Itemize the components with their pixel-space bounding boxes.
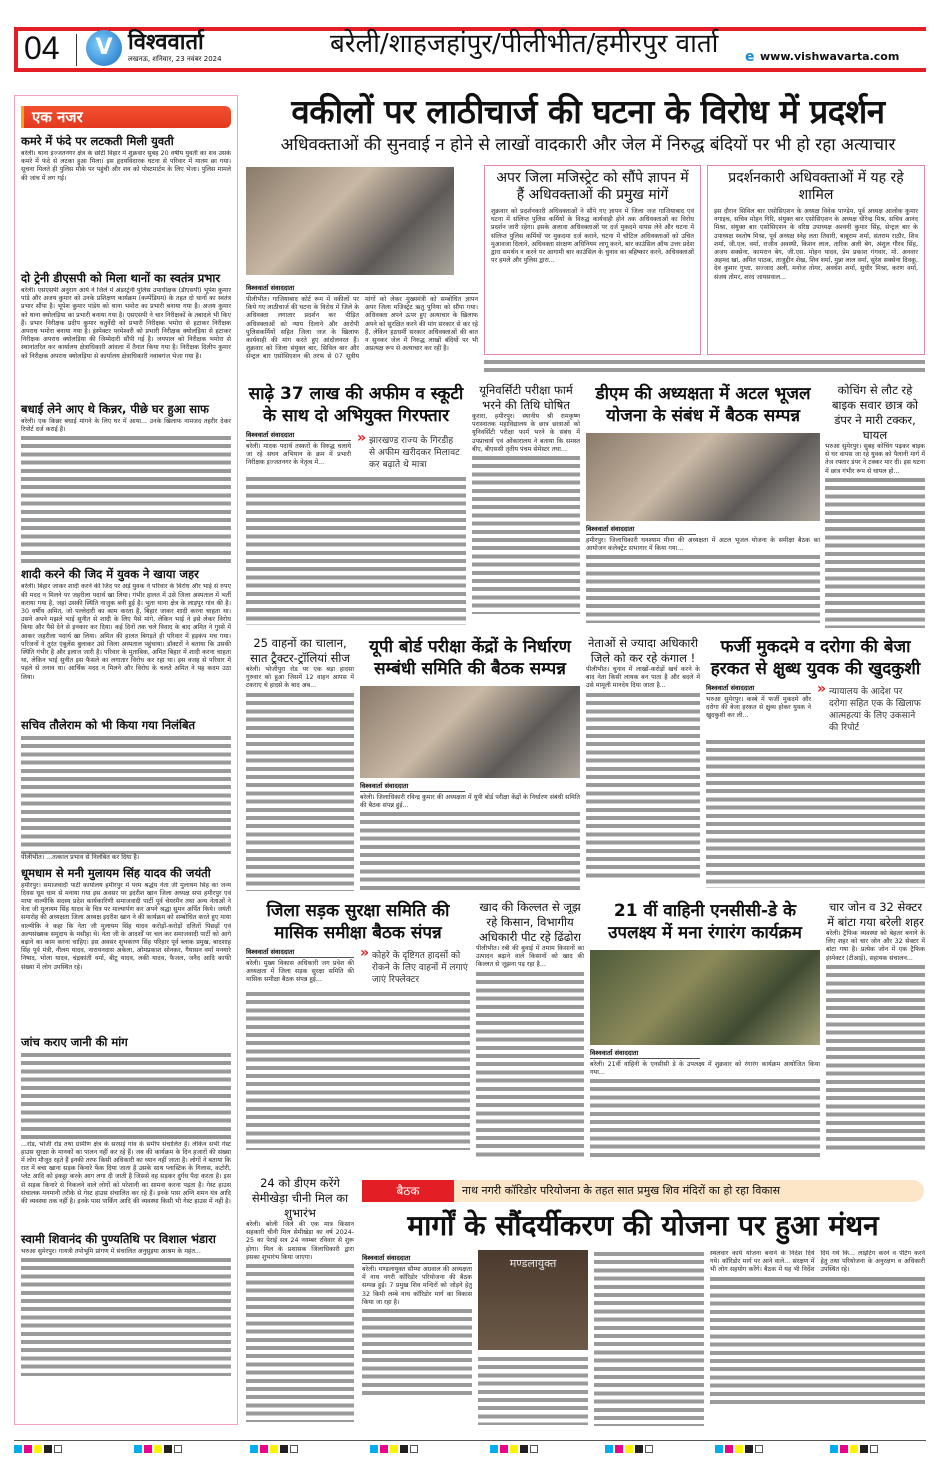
color-swatch: [250, 1445, 258, 1453]
nameplate-text: मण्डलायुक्त: [509, 1257, 557, 1270]
color-bar: [715, 1445, 763, 1453]
story-suicide: [706, 636, 925, 892]
brief-headline: कमरे में फंदे पर लटकती मिली युवती: [21, 134, 174, 148]
story-body: स्थलवार कार्य योजना बनाने के निर्देश दिये गये। कॉरिडोर मार्ग पर आने वाले... संरक्षण में भी लोग सहयोग करेंगे। बैठक में यह भी निर्देश दिये गये कि... लाइटिंग करने व पेंटिंग करने हेतु तथा परियोजना के अनुरक्षण व अधिकारी उपस्थित रहे।: [710, 1250, 925, 1274]
story-sugar-mill: [246, 1176, 354, 1426]
byline: विश्ववार्ता संवाददाता: [362, 1253, 472, 1264]
story-headline: फर्जी मुकदमे व दरोगा की बेजा हरकत से क्षुब्ध युवक की खुदकुशी: [710, 637, 921, 679]
story-body: बरेली। जिलाधिकारी रविन्द्र कुमार की अध्यक्षता में यूपी बोर्ड परीक्षा केंद्रों के निर्धारण संबंधी समिति की बैठक संपन्न हुई...: [360, 794, 580, 810]
story-headline: 21 वीं वाहिनी एनसीसी-डे के उपलक्ष्य में मना रंगारंग कार्यक्रम: [608, 901, 802, 943]
pull-quote: » कोहरे के दृष्टिगत हादसों को रोकने के लिए वाहनों में लगाएं जाएं रिफ्लेक्टर: [360, 950, 468, 986]
brief-body: बरेली। एक किन्नर बधाई मांगने के लिए घर में आया... उनके खिलाफ नामजद तहरीर देकर रिपोर्ट दर्ज कराई है।: [21, 418, 231, 434]
story-university: [472, 383, 580, 628]
text-lines: [21, 1256, 231, 1376]
box-body: शुक्रवार को प्रदर्शनकारी अधिवक्ताओं ने सौंपे गए ज्ञापन में जिला जज गाजियाबाद एवं घटना में संलिप्त पुलिस कर्मियों के विरुद्ध कार्यवाही होने तक अधिवक्ताओं का विरोध प्रदर्शन जारी रहेगा। इसके अलावा अधिवक्ताओं पर दर्ज मुकदमे वापस लेने और घटना में संलिप्त पुलिस कर्मियों पर मुकदमा दर्ज कराने, घटना में चोटिल अधिवक्ताओं को उचित मुआवजा दिलाने, अधिवक्ता संरक्षण अधिनियम लागू करने, बार काउंसिल ऑफ उत्तर प्रदेश द्वारा समर्थन न करने पर आगामी बार काउंसिल के चुनाव का बहिष्कार करने, अधिवक्ताओं पर हमले और पुलिस द्वारा...: [491, 208, 694, 265]
color-swatch: [144, 1445, 152, 1453]
text-lines: [21, 734, 231, 854]
brief-story: [21, 402, 231, 564]
meeting-photo: [586, 433, 820, 521]
crosshair-mark: [645, 1445, 653, 1453]
story-body: कुरारा, हमीरपुर। स्थानीय श्री रामकृष्ण परास्नातक महाविद्यालय के छात्र छात्राओं को यूनिवर्सिटी परीक्षा फार्म भरने के संबंध में उपप्राचार्य एवं ओंकारालय ने बताया कि समस्त बीए, बीएससी तृतीय पंचम सेमेस्टर तथा...: [472, 413, 580, 453]
story-opium: [246, 383, 466, 628]
color-swatch: [840, 1445, 848, 1453]
text-lines: [362, 1307, 472, 1397]
brief-headline: शादी करने की जिद में युवक ने खाया जहर: [21, 567, 199, 582]
story-headline: डीएम की अध्यक्षता में अटल भूजल योजना के संबंध में बैठक सम्पन्न: [595, 384, 811, 426]
brief-headline: दो ट्रेनी डीएसपी को मिला थानों का स्वतंत्र प्रभार: [21, 271, 221, 285]
crosshair-mark: [410, 1445, 418, 1453]
lead-headline: वकीलों पर लाठीचार्ज की घटना के विरोध में प्रदर्शन: [291, 92, 885, 131]
color-swatch: [380, 1445, 388, 1453]
story-body: हमीरपुर। जिलाधिकारी घनश्याम मीना की अध्यक्षता में अटल भूजल योजना के समीक्षा बैठक का आयोजन कलेक्ट्रेट सभागार में किया गया...: [586, 537, 820, 553]
color-swatch: [725, 1445, 733, 1453]
color-swatch: [260, 1445, 268, 1453]
byline: विश्ववार्ता संवाददाता: [590, 1048, 700, 1059]
color-swatch: [280, 1445, 288, 1453]
text-lines: [246, 691, 354, 891]
color-swatch: [400, 1445, 408, 1453]
brief-story: [21, 718, 231, 862]
story-headline: 24 को डीएम करेंगे सेमीखेड़ा चीनी मिल का शुभारंभ: [251, 1176, 349, 1220]
text-lines: [360, 810, 580, 890]
color-bar: [830, 1445, 878, 1453]
text-lines: [590, 1077, 820, 1157]
brief-headline: जांच कराए जानी की मांग: [21, 1034, 128, 1049]
brief-headline: बधाई लेने आए थे किन्नर, पीछे घर हुआ साफ: [21, 402, 209, 416]
story-headline: यूनिवर्सिटी परीक्षा फार्म भरने की तिथि घोषित: [479, 383, 573, 412]
website-link[interactable]: www.vishwavarta.com: [760, 50, 900, 63]
lead-photo: [246, 167, 454, 275]
brief-body: ...रोड, भोजी रोड तथा ग्रामीण क्षेत्र के सरसई गांव के समीप संचालित है। लेकिन सभी गेस्ट हाउस सुरक्षा के मानकों का पालन नहीं कर रहे हैं। जब की कार्यक्रम के दिन हजारों की संख्या में लोग मौजूद रहते हैं इनकी तरफ किसी अधिकारी का ध्यान नहीं जाता है। लोगों ने बताया कि रात में बचा खाना सड़क किनारे फेंक दिया जाता है उसके साथ प्लास्टिक के गिलास, कटोरी, प्लेट आदि को इकट्ठा करके आग लगा दी जाती है जिससे वह सड़कर दुर्गंध पैदा करता है। इस से सड़क किनारे से निकलने वाले लोगों को परेशानी का सामना करना पड़ता है। गेस्ट हाउस संचालक मनमानी तरीके से गेस्ट हाउस संचालित कर रहे हैं। इनके पास अग्नि शमन यंत्र आदि की व्यवस्था तक नहीं है। इनके पास पार्किंग आदि की व्यवस्था किसी भी गेस्ट हाउस में नहीं है।: [21, 1140, 231, 1206]
pull-quote: » न्यायालय के आदेश पर दरोगा सहित एक के खिलाफ आत्महत्या के लिए उकसाने की रिपोर्ट: [817, 686, 922, 734]
crosshair-mark: [54, 1445, 62, 1453]
text-lines: [476, 970, 584, 1160]
ncc-photo: [590, 950, 820, 1045]
pull-quote: » झारखण्ड राज्य के गिरडीह से अफीम खरीदकर मिलावट कर बढ़ाते थे मात्रा: [357, 435, 462, 471]
story-fertilizer: [476, 900, 584, 1170]
crosshair-mark: [290, 1445, 298, 1453]
story-dm-meeting: [586, 383, 820, 628]
corridor-col-1: [362, 1250, 472, 1426]
color-swatch: [134, 1445, 142, 1453]
meeting-photo: [360, 686, 580, 778]
edition-title: बरेली/शाहजहांपुर/पीलीभीत/हमीरपुर वार्ता: [330, 29, 719, 59]
color-bar: [370, 1445, 418, 1453]
lead-body: पीलीभीत। गाजियाबाद कोर्ट रूम में वकीलों पर किये गए लाठीचार्ज की घटना के विरोध में जिले के अधिवक्ता लगातार प्रदर्शन कर पीड़ित अधिवक्ताओं को न्याय दिलाने और आरोपी पुलिसकर्मियों सहित जिला जज के खिलाफ कार्यवाही की मांग करते हुए आंदोलनरत हैं। शुक्रवार को जिला संयुक्त बार, सिविल बार और सेन्ट्रल बार एसोसिएशन की तरफ से 07 सूत्रीय मांगों को लेकर मुख्यमंत्री को सम्बोधित ज्ञापन अपर जिला मजिस्ट्रेट ऋतु पुनिया को सौंपा गया। अधिवक्ता अपने ऊपर हुए अत्याचार के खिलाफ अपने को सुरक्षित करने की मांग सरकार से कर रहे हैं, लेकिन हठधर्मी सरकार अधिवक्ताओं की बात न सुनकर जेल में निरुद्ध लाखों बंदियों पर भी अप्रत्यक्ष रूप से अत्याचार कर रही है।: [246, 296, 478, 361]
brief-body: पीलीभीत। ...तत्काल प्रभाव से निलंबित कर दिया है।: [21, 854, 140, 862]
brief-body: बरेली। थाना इज्जतनगर क्षेत्र के छोटी विहार में शुक्रवार सुबह 20 वर्षीय युवती का शव उसके कमरे में फंदे से लटका हुआ मिला। इस हृदयविदारक घटना से परिवार में मातम छा गया। सूचना मिलते ही पुलिस मौके पर पहुंची और शव को पोस्टमार्टम के लिए भेजा। पुलिस मामले की जांच में लग गई।: [21, 150, 231, 182]
byline: विश्ववार्ता संवाददाता: [246, 283, 478, 294]
story-up-board: [360, 636, 580, 892]
story-body: बरेली। ट्रैफिक व्यवस्था को बेहतर बनाने के लिए शहर को चार जोन और 32 सेक्टर में बांटा गया है। प्रत्येक जोन में एक ट्रैफिक इंस्पेक्टर (टीआई), सहायक संचालन...: [826, 930, 925, 962]
kicker-banner: [362, 1180, 924, 1202]
crosshair-mark: [174, 1445, 182, 1453]
story-body: बरेली। मुख्य विकास अधिकारी जग प्रवेश की अध्यक्षता में जिला सड़क सुरक्षा समिति की मासिक समीक्षा बैठक संपन्न हुई...: [246, 960, 354, 984]
story-coaching: [825, 383, 925, 628]
color-swatch: [270, 1445, 278, 1453]
story-body: पीलीभीत। रबी की बुवाई में तमाम किसानों का उत्पादन बढ़ाने वाले किसानों को खाद की किल्लत से जूझना पड़ रहा है...: [476, 945, 584, 969]
color-swatch: [615, 1445, 623, 1453]
text-lines: [478, 1355, 588, 1425]
byline: विश्ववार्ता संवाददाता: [246, 947, 354, 958]
text-lines: [825, 476, 925, 628]
byline: विश्ववार्ता संवाददाता: [246, 430, 351, 441]
color-swatch: [830, 1445, 838, 1453]
brief-body: बरेली। एसएसपी अनुराग आर्य ने जिले में अंडरट्रेनी पुलिस उपाधीक्षक (डीएसपी) भूपेश कुमार पांडे और अजय कुमार को उनके प्रशिक्षण कार्यक्रम (कम्पेंडियम) के तहत दो थानों का स्वतंत्र प्रभार सौंपा है। भूपेश कुमार पांडेय को थाना भमोरा का प्रभारी बनाया गया है। अजय कुमार को थाना क्योलड़िया का प्रभारी बनाया गया है। एसएसपी ने चार निरीक्षकों के तबादले भी किए हैं। प्रभार निरीक्षक प्रदीप कुमार चतुर्वेदी को प्रभारी निरीक्षक भमोरा से हटाकर निरीक्षक अपराध भमोरा बनाया गया है। इंस्पेक्टर परमेश्वरी को प्रभारी निरीक्षक क्योलड़िया से हटाकर निरीक्षक अपराध क्योलड़िया की जिम्मेदारी सौंपी गई है। जयपाल को निरीक्षक भमोरा से स्थानांतरित कर कार्यालय क्षेत्राधिकारी आंवला में तैनात किया गया है। निरीक्षक दिलीप कुमार को निरीक्षक अपराध क्योलड़िया से कार्यालय क्षेत्राधिकारी नवाबगंज भेजा गया है।: [21, 287, 231, 360]
color-swatch: [44, 1445, 52, 1453]
color-swatch: [164, 1445, 172, 1453]
byline: विश्ववार्ता संवाददाता: [586, 524, 696, 535]
text-lines: [246, 475, 466, 625]
text-lines: [246, 1262, 354, 1422]
text-lines: [586, 553, 820, 623]
color-swatch: [370, 1445, 378, 1453]
crosshair-mark: [755, 1445, 763, 1453]
byline: विश्ववार्ता संवाददाता: [706, 683, 811, 694]
color-swatch: [24, 1445, 32, 1453]
color-swatch: [745, 1445, 753, 1453]
box-body: इस दौरान सिविल बार एसोसिएशन के अध्यक्ष विवेक पाण्डेय, पूर्व अध्यक्ष आलोक कुमार नगाइच, सचिव मोहन गिरि, संयुक्त बार एसोसिएशन के अध्यक्ष धीरेन्द्र मिश्र, सचिव आनंद मिश्रा, संयुक्त बार एसोसिएशन के वरिष्ठ उपाध्यक्ष अश्वनी कुमार सिंह, सेन्ट्रल बार के उपाध्यक्ष स्वतोष मिश्रा, पूर्व अध्यक्ष स्नेह लता तिवारी, बाबूराम शर्मा, संतराम राठौर, शिव शर्मा, जी.एल. वर्मा, राजीव अवस्थी, किशन लाल, तारिक अली बेग, अंशुल गौरव सिंह, अजय सक्सेना, कामरान बेग, जी.एस. मोहन यादव, प्रेम प्रकाश गंगवार, मो. अनवार अहमद खां, अमित पाठक, ताजुद्दीन शेख, शिव शर्मा, मुन्ना लाल वर्मा, सुरेश सक्सेना दिवकू, देव कुमार गुप्ता, सज्जाद अली, मनोज तोमर, अवधेश शर्मा, सुधीर मिश्रा, करण वर्मा, संजय तोमर, शरद जायसवाल...: [714, 208, 918, 281]
story-headline: चार जोन व 32 सेक्टर में बांटा गया बरेली शहर: [827, 900, 924, 929]
brief-story: [21, 866, 231, 1032]
color-swatch: [860, 1445, 868, 1453]
story-zones: [826, 900, 925, 1170]
color-swatch: [500, 1445, 508, 1453]
color-swatch: [520, 1445, 528, 1453]
story-vehicles: [246, 636, 354, 892]
brief-body: हमीरपुर। समाजवादी पार्टी कार्यालय हमीरपुर में परम श्रद्धेय नेता जी मुलायम सिंह का जन्म दिवस धूम धाम से मनाया गया इस अवसर पर इदरीश खान जिला अध्यक्ष सपा हमीरपुर एवं माया वाल्मीकि सदस्य प्रदेश कार्यकारिणी समाजवादी पार्टी पूर्व चेयरमैन तथा अन्य नेताओं ने नेता जी मुलायम सिंह यादव के चित्र पर माल्यार्पण कर अपने श्रद्धा सुमन अर्पित किये। जयंती समारोह की अध्यक्षता जिला अध्यक्ष इदरीश खान ने की कार्यक्रम को सम्बोधित करते हुए माया वाल्मीकि ने कहा कि नेता जी मुलायम सिंह यादव करोड़ों-करोड़ों दलितों पिछड़ों एवं अल्पसंख्यक समुदाय के मसीहा थे। नेता जी के आदर्शों पर चल कर समाजवादी पार्टी को आगे बढ़ाने का काम करना चाहिए। इस अवसर शुभकरण सिंह परिहार पूर्व ब्लाक प्रमुख, बादशाह सिंह पूर्व मंत्री, नीलम यादव, नारायनदास अकेला, ओमप्रकाश सोनकर, गैयासन वर्मा मनयारे निषाद, भोला यादव, चंद्रकांती वर्मा, बीटू यादव, लकी यादव, फैजल, जनैद आदि काफी संख्या में लोग उपस्थित रहे।: [21, 881, 231, 971]
lead-story: [246, 280, 478, 375]
text-lines: [710, 1275, 925, 1405]
story-road-safety: [246, 900, 470, 1170]
corridor-headline: मार्गों के सौंदर्यीकरण की योजना पर हुआ मंथन: [407, 1209, 879, 1242]
banner-text: नाथ नगरी कॉरिडोर परियोजना के तहत सात प्रमुख शिव मंदिरों का हो रहा विकास: [462, 1184, 781, 1197]
brief-headline: स्वामी शिवानंद की पुण्यतिथि पर विशाल भंडारा: [21, 1231, 216, 1246]
color-bar: [14, 1445, 62, 1453]
lead-subheadline: अधिवक्ताओं की सुनवाई न होने से लाखों वादकारी और जेल में निरुद्ध बंदियों पर भी हो रहा अत्याचार: [280, 135, 896, 155]
brief-body: भरुआ सुमेरपुर। गायत्री तपोभूमि प्रांगण में संचालित अनुसुइया आश्रम के महंत...: [21, 1247, 201, 1255]
brand-logo: V: [86, 30, 122, 66]
story-body: बरेली। मण्डलायुक्त सौम्या अग्रवाल की अध्यक्षता में नाथ नगरी कॉरिडोर परियोजना की बैठक सम्पन्न हुई। 7 प्रमुख शिव मन्दिरों को जोड़ने हेतु 32 किमी लम्बे नाथ कॉरिडोर मार्ग का विकास किया जा रहा है।: [362, 1266, 472, 1306]
brand-name: विश्ववार्ता: [128, 30, 204, 55]
text-lines: [21, 1051, 231, 1141]
story-body: भरुआ सुमेरपुर। सुबह कोचिंग पढ़कर बाइक से घर वापस जा रहे युवक को पैलानी मार्ग में तेज रफ्तार डंपर ने टक्कर मार दी। इस घटना में छात्र गंभीर रूप से घायल हो...: [825, 443, 925, 475]
text-lines: [472, 454, 580, 614]
brief-story: [21, 1232, 231, 1376]
story-body: बरेली। 21वीं वाहिनी के एनसीसी डे के उपलक्ष्य में शुक्रवार को रंगारंग कार्यक्रम आयोजित किया गया...: [590, 1061, 820, 1077]
color-swatch: [490, 1445, 498, 1453]
color-bar: [605, 1445, 653, 1453]
demands-box: [484, 165, 701, 355]
text-lines: [21, 434, 231, 564]
brief-body: बरेली। बिहार जाकर शादी करने की जिद पर अड़े युवक ने परिवार के विरोध और भाई से रुपए की मदद न मिलने पर जहरीला पदार्थ खा लिया। गंभीर हालत में उसे जिला अस्पताल में भर्ती कराया गया है, जहां उसकी स्थिति नाजुक बनी हुई है। भुता थाना क्षेत्र के लाड़पुर गांव की है। 30 वर्षीय अमित, जो पल्लेदारी का काम करता है, बिहार जाकर शादी करना चाहता था। उसने अपने मझले भाई सुनीत से शादी के लिए पैसे मांगे, लेकिन भाई ने इसे लेकर विरोध किया और पैसे देने से इनकार कर दिया। कई दिनों तक चले विवाद के बाद अमित ने गुस्से में आकर जहरीला पदार्थ खा लिया। अमित की हालत बिगड़ते ही परिवार में हड़कंप मच गया। परिजनों ने तुरंत एंबुलेंस बुलाकर उसे जिला अस्पताल पहुंचाया। डॉक्टरों ने बताया कि उसकी स्थिति गंभीर है और इलाज जारी है। परिवार के मुताबिक, अमित बिहार में शादी करना चाहता था, लेकिन भाई सुनीत इस फैसले का लगातार विरोध कर रहा था। इस वजह से परिवार में पहले से तनाव था। आर्थिक मदद न मिलने और विरोध के चलते अमित ने यह कदम उठा लिया।: [21, 583, 231, 681]
byline: विश्ववार्ता संवाददाता: [360, 781, 465, 792]
banner-tag: बैठक: [362, 1180, 454, 1202]
color-swatch: [14, 1445, 22, 1453]
story-body: भरुआ सुमेरपुर। कस्बे में फर्जी मुकदमे और दरोगा की बेजा हरकत से क्षुब्ध होकर युवक ने खुदकुशी कर ली...: [706, 696, 811, 720]
story-headline: यूपी बोर्ड परीक्षा केंद्रों के निर्धारण सम्बंधी समिति की बैठक सम्पन्न: [369, 637, 571, 679]
dateline: लखनऊ, शनिवार, 23 नवंबर 2024: [128, 55, 222, 63]
story-headline: 25 वाहनों का चालान, सात ट्रैक्टर-ट्रॉलियां सीज: [250, 636, 350, 665]
color-swatch: [735, 1445, 743, 1453]
text-lines: [246, 990, 470, 1150]
color-swatch: [34, 1445, 42, 1453]
participants-box: [707, 165, 925, 355]
box-headline: प्रदर्शनकारी अधिवक्ताओं में यह रहे शामिल: [728, 170, 904, 203]
color-bar: [490, 1445, 538, 1453]
story-body: बरेली। बरेली जिले की एक मात्र किसान सहकारी चीनी मिल सेमीखेड़ा का वर्ष 2024-25 का पेराई सत्र 24 नवम्बर रविवार से शुरू होगा। मिल के प्रशासक जिलाधिकारी द्वारा इसका शुभारंभ किया जाएगा।: [246, 1221, 354, 1261]
text-lines: [826, 963, 925, 1153]
story-body: बरेली। भोजीपुरा रोड पर एक बड़ा हादसा गुरुवार को हुआ जिसमें 12 वाहन आपस में टकराए थे हादसे के बाद अब...: [246, 666, 354, 690]
text-lines: [706, 738, 925, 888]
text-lines: [586, 691, 700, 881]
story-body: पीलीभीत। चुनाव में लाखों-करोड़ों खर्च करने के बाद नेता किसी लायक बन पाता है और बदले में उसे मामूली मानदेय दिया जाता है...: [586, 666, 700, 690]
brief-story: [21, 1035, 231, 1229]
color-swatch: [605, 1445, 613, 1453]
ek-nazar-column: [14, 95, 238, 1425]
footer-rule: [14, 1440, 926, 1441]
brief-headline: धूमधाम से मनी मुलायम सिंह यादव की जयंती: [21, 865, 211, 880]
browser-icon: e: [745, 49, 755, 65]
color-swatch: [154, 1445, 162, 1453]
color-swatch: [390, 1445, 398, 1453]
color-swatch: [625, 1445, 633, 1453]
color-swatch: [850, 1445, 858, 1453]
brief-story: [21, 134, 231, 268]
brief-headline: सचिव तौलेराम को भी किया गया निलंबित: [21, 718, 196, 733]
story-headline: साढ़े 37 लाख की अफीम व स्कूटी के साथ दो अभियुक्त गिरफ्तार: [248, 384, 464, 426]
crosshair-mark: [870, 1445, 878, 1453]
corridor-col-4: [710, 1250, 925, 1426]
color-swatch: [635, 1445, 643, 1453]
commissioner-photo: [478, 1250, 588, 1350]
story-ncc-day: [590, 900, 820, 1170]
story-headline: खाद की किल्लत से जूझ रहे किसान, विभागीय अधिकारी पीट रहे ढिंढोरा: [479, 900, 581, 944]
story-headline: जिला सड़क सुरक्षा समिति की मासिक समीक्षा बैठक संपन्न: [266, 901, 450, 943]
color-swatch: [715, 1445, 723, 1453]
text-lines: [594, 1250, 704, 1426]
color-bar: [250, 1445, 298, 1453]
story-headline: कोचिंग से लौट रहे बाइक सवार छात्र को डंपर ने मारी टक्कर, घायल: [831, 383, 919, 442]
crosshair-mark: [530, 1445, 538, 1453]
story-officials: [586, 636, 700, 892]
section-label: एक नजर: [21, 106, 231, 128]
story-headline: नेताओं से ज्यादा अधिकारी जिले को कर रहे कंगाल !: [587, 636, 699, 665]
box-headline: अपर जिला मजिस्ट्रेट को सौंपे ज्ञापन में हैं अधिवक्ताओं की प्रमुख मांगें: [496, 170, 689, 203]
color-swatch: [510, 1445, 518, 1453]
brief-story: [21, 567, 231, 715]
story-body: बरेली। मादक पदार्थ तस्करों के विरुद्ध चलाये जा रहे सघन अभियान के क्रम में प्रभारी निरीक्षक इज्जतनगर के नेतृत्व में...: [246, 443, 351, 467]
text-lines: [484, 358, 925, 376]
color-bar: [134, 1445, 182, 1453]
page-number: 04: [24, 30, 60, 66]
brief-story: [21, 271, 231, 399]
masthead-divider: [76, 34, 77, 66]
